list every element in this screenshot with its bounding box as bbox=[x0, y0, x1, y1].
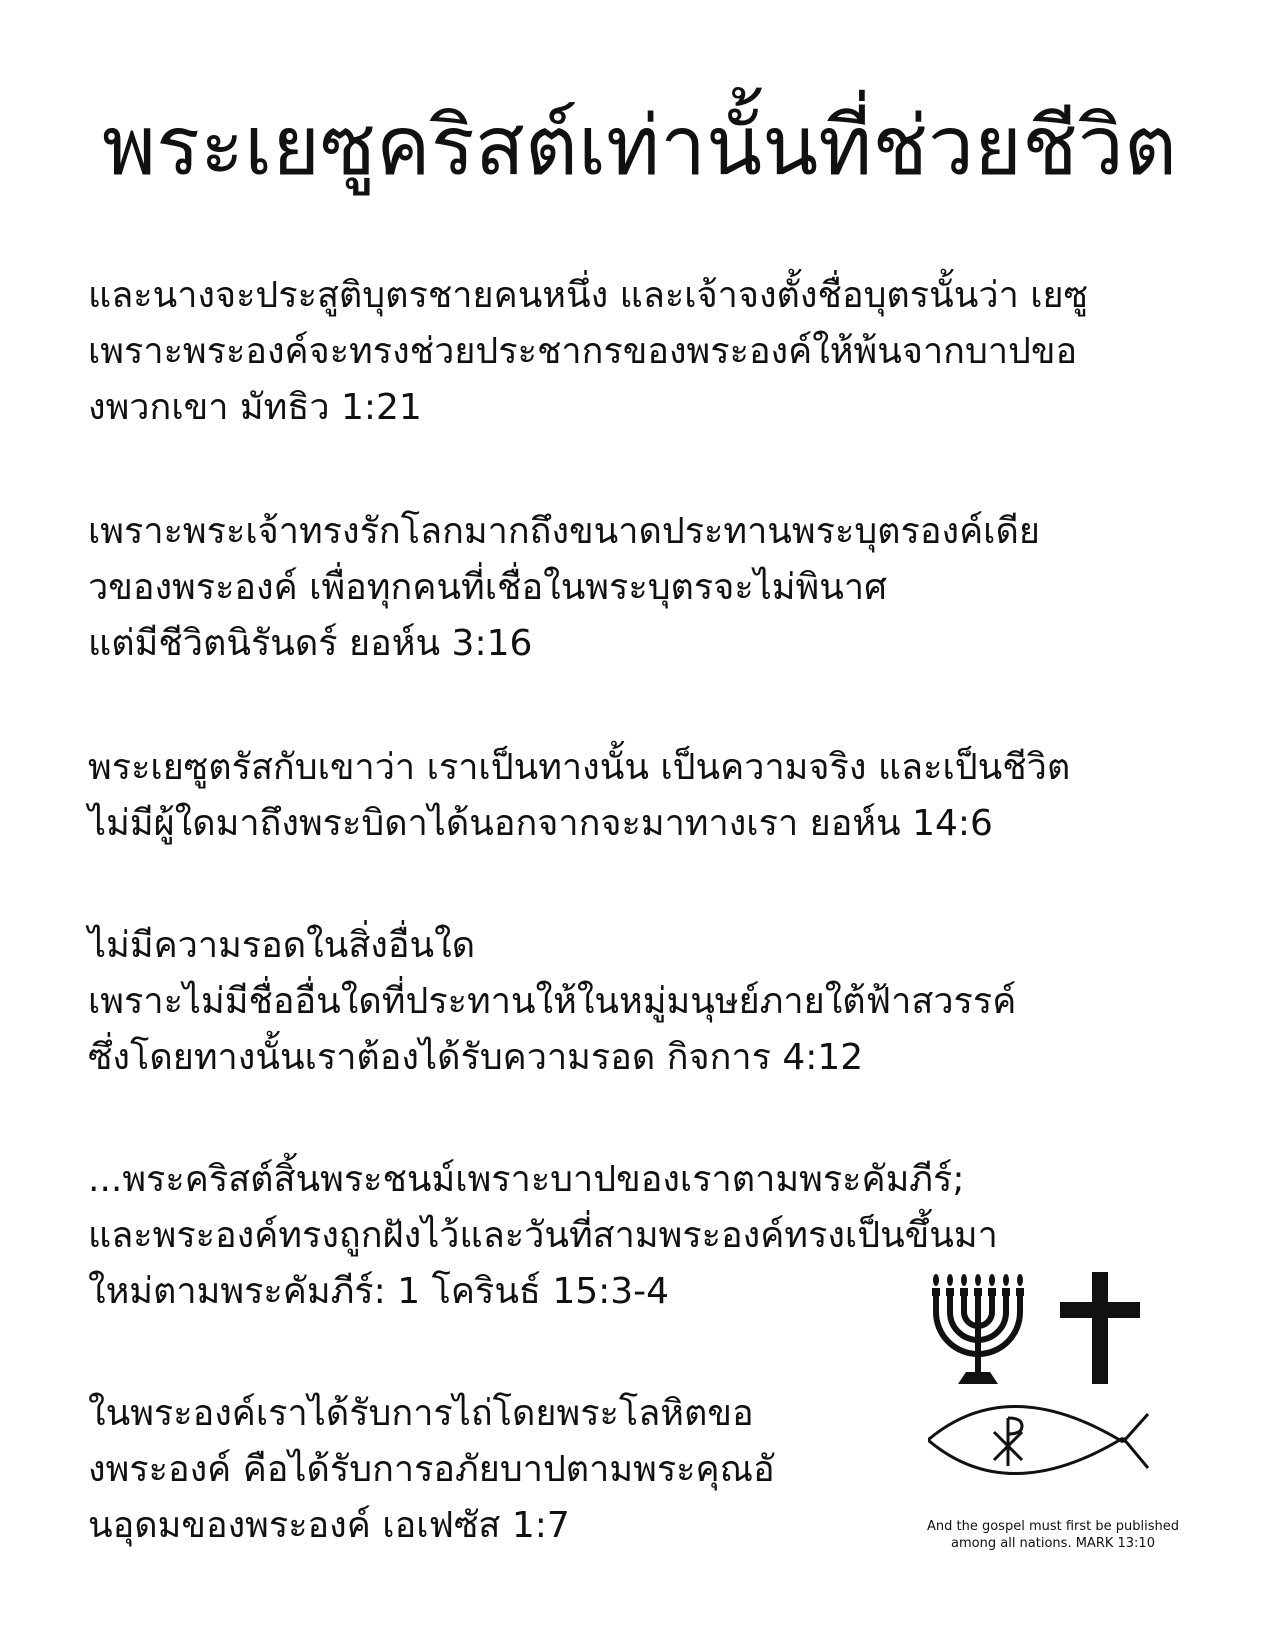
verse-line: ใหม่ตามพระคัมภีร์: 1 โครินธ์ 15:3-4 bbox=[88, 1271, 670, 1312]
page-title: พระเยซูคริสต์เท่านั้นที่ช่วยชีวิต bbox=[101, 99, 1178, 194]
mark-13-10-caption bbox=[880, 1518, 1226, 1552]
verse-ephesians-1-7 bbox=[88, 1386, 775, 1554]
verse-line: แต่มีชีวิตนิรันดร์ ยอห์น 3:16 bbox=[88, 623, 533, 664]
verse-line: เพราะพระเจ้าทรงรักโลกมากถึงขนาดประทานพระบุตรองค์เดีย bbox=[88, 511, 1040, 552]
verse-line: งพวกเขา มัทธิว 1:21 bbox=[88, 387, 422, 428]
verse-john-14-6 bbox=[88, 740, 1070, 852]
verse-line: ไม่มีผู้ใดมาถึงพระบิดาได้นอกจากจะมาทางเรา ยอห์น 14:6 bbox=[88, 803, 993, 844]
verse-line: ในพระองค์เราได้รับการไถ่โดยพระโลหิตขอ bbox=[88, 1393, 754, 1434]
verse-line: วของพระองค์ เพื่อทุกคนที่เชื่อในพระบุตรจะไม่พินาศ bbox=[88, 567, 887, 608]
caption-line: among all nations. MARK 13:10 bbox=[951, 1536, 1155, 1551]
verse-line: เพราะพระองค์จะทรงช่วยประชากรของพระองค์ให้พ้นจากบาปขอ bbox=[88, 331, 1078, 372]
menorah-icon bbox=[932, 1274, 1024, 1384]
verse-line: และนางจะประสูติบุตรชายคนหนึ่ง และเจ้าจงตั้งชื่อบุตรนั้นว่า เยซู bbox=[88, 275, 1089, 316]
verse-1-corinthians-15-3-4 bbox=[88, 1152, 998, 1320]
caption-line: And the gospel must first be published bbox=[926, 1519, 1179, 1534]
verse-line: ซึ่งโดยทางนั้นเราต้องได้รับความรอด กิจการ 4:12 bbox=[88, 1037, 864, 1078]
verse-line: เพราะไม่มีชื่ออื่นใดที่ประทานให้ในหมู่มนุษย์ภายใต้ฟ้าสวรรค์ bbox=[88, 981, 1017, 1022]
verse-line: นอุดมของพระองค์ เอเฟซัส 1:7 bbox=[88, 1505, 570, 1546]
verse-matthew-1-21 bbox=[88, 268, 1088, 436]
verse-line: งพระองค์ คือได้รับการอภัยบาปตามพระคุณอั bbox=[88, 1449, 775, 1490]
verse-acts-4-12 bbox=[88, 918, 1016, 1086]
verse-line: พระเยซูตรัสกับเขาว่า เราเป็นทางนั้น เป็นความจริง และเป็นชีวิต bbox=[88, 747, 1071, 788]
cross-icon bbox=[1060, 1272, 1140, 1384]
verse-john-3-16 bbox=[88, 504, 1040, 672]
verse-line: ไม่มีความรอดในสิ่งอื่นใด bbox=[88, 925, 476, 966]
ichthys-chi-rho-icon bbox=[928, 1406, 1148, 1473]
verse-line: และพระองค์ทรงถูกฝังไว้และวันที่สามพระองค์ทรงเป็นขึ้นมา bbox=[88, 1215, 998, 1256]
verse-line: ...พระคริสต์สิ้นพระชนม์เพราะบาปของเราตามพระคัมภีร์; bbox=[88, 1159, 965, 1200]
faith-symbols bbox=[928, 1272, 1178, 1512]
